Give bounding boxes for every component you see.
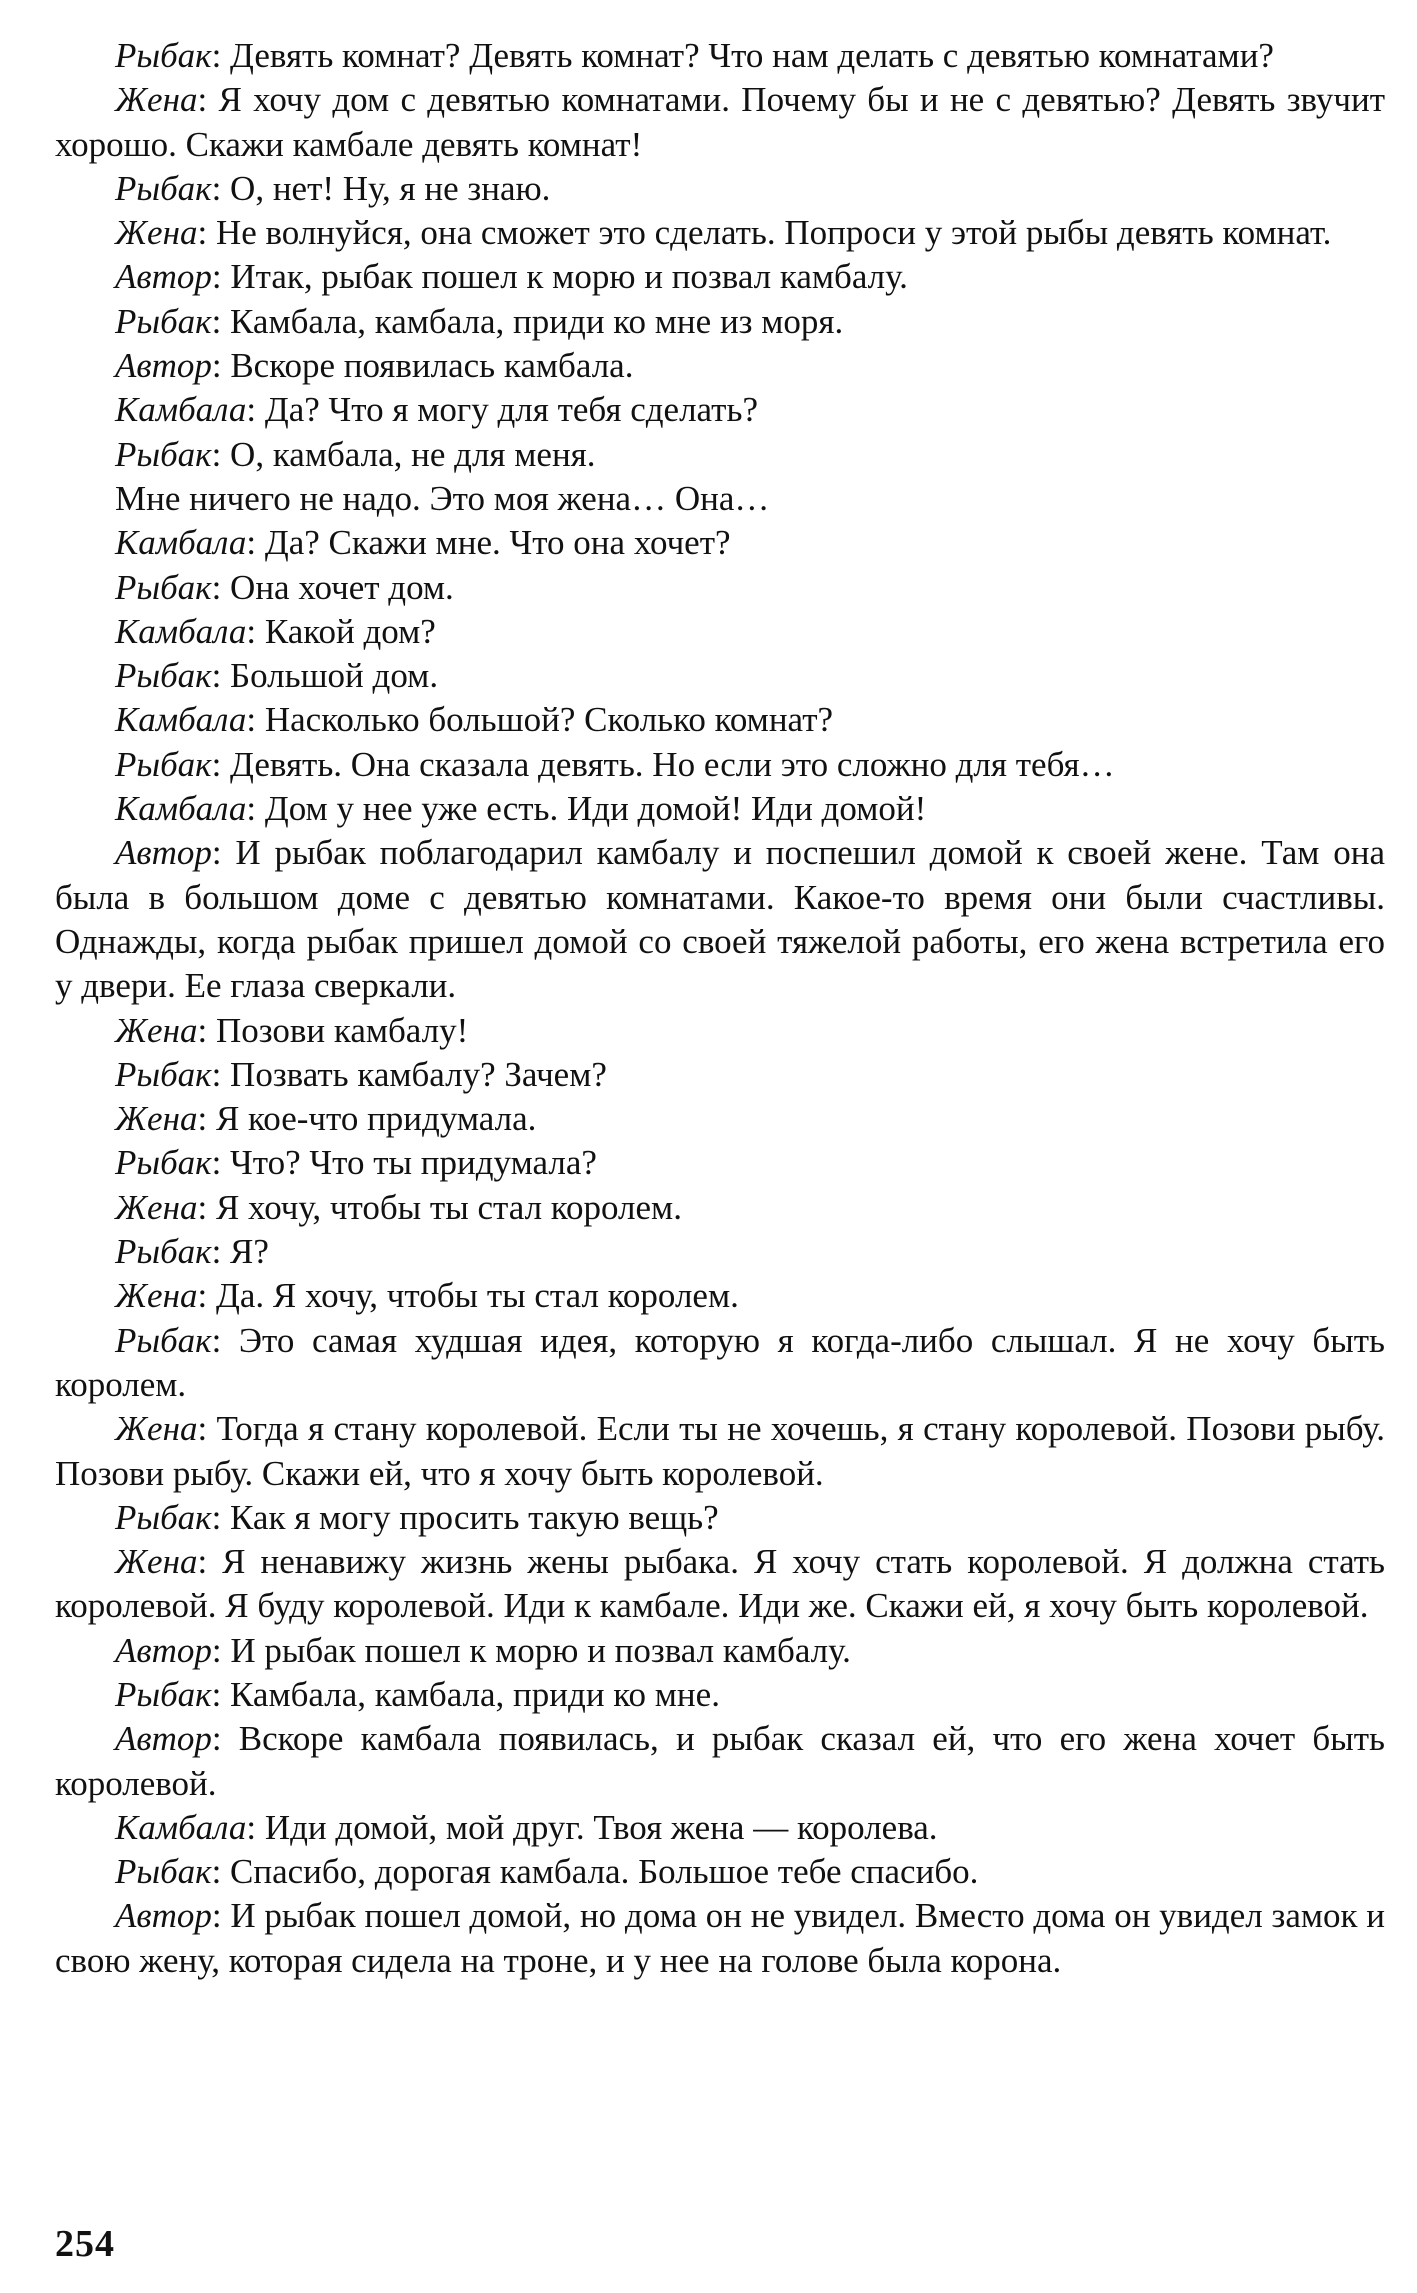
speaker-name: Жена (115, 1099, 198, 1139)
dialogue-paragraph (55, 34, 1385, 78)
dialogue-paragraph (55, 1009, 1385, 1053)
dialogue-text: : Я хочу дом с девятью комнатами. Почему бы и не с девятью? Девять звучит хорошо. Скажи камбале девять комнат! (55, 80, 1385, 164)
dialogue-text: : Да? Скажи мне. Что она хочет? (246, 523, 731, 563)
dialogue-text: : О, камбала, не для меня. (211, 434, 596, 474)
dialogue-text: : Вскоре появилась камбала. (211, 346, 634, 386)
dialogue-paragraph (55, 167, 1385, 211)
dialogue-text: : Какой дом? (246, 611, 436, 651)
dialogue-text: : И рыбак поблагодарил камбалу и поспешил домой к своей жене. Там она была в большом доме с девятью комнатами. Какое-то время они были счастливы. Однажды, когда рыбак пришел домой со своей тяжелой работы, его жена встретила его у двери. Ее глаза сверкали. (55, 833, 1385, 1006)
dialogue-paragraph (55, 1806, 1385, 1850)
speaker-name: Жена (115, 1187, 198, 1227)
speaker-name: Жена (115, 1276, 198, 1316)
dialogue-paragraph (55, 521, 1385, 565)
dialogue-text: : Это самая худшая идея, которую я когда-либо слышал. Я не хочу быть королем. (55, 1320, 1385, 1404)
dialogue-paragraph (55, 1407, 1385, 1496)
dialogue-paragraph (55, 1319, 1385, 1408)
dialogue-text: : Вскоре камбала появилась, и рыбак сказал ей, что его жена хочет быть королевой. (55, 1719, 1385, 1803)
dialogue-text: : Камбала, камбала, приди ко мне из моря. (211, 301, 844, 341)
speaker-name: Рыбак (115, 434, 212, 474)
speaker-name: Камбала (115, 789, 247, 829)
dialogue-paragraph (55, 78, 1385, 167)
dialogue-paragraph (55, 1141, 1385, 1185)
dialogue-text: : Позови камбалу! (197, 1010, 469, 1050)
speaker-name: Рыбак (115, 1143, 212, 1183)
dialogue-paragraph (55, 255, 1385, 299)
speaker-name: Рыбак (115, 168, 212, 208)
dialogue-text: : Большой дом. (211, 656, 439, 696)
dialogue-paragraph (55, 610, 1385, 654)
dialogue-text: : И рыбак пошел домой, но дома он не увидел. Вместо дома он увидел замок и свою жену, которая сидела на троне, и у нее на голове была корона. (55, 1896, 1385, 1980)
dialogue-paragraph (55, 787, 1385, 831)
dialogue-text: : Девять. Она сказала девять. Но если это сложно для тебя… (211, 744, 1115, 784)
dialogue-text: : Девять комнат? Девять комнат? Что нам делать с девятью комнатами? (211, 36, 1274, 75)
speaker-name: Рыбак (115, 1852, 212, 1892)
speaker-name: Жена (115, 213, 198, 253)
dialogue-text: : Спасибо, дорогая камбала. Большое тебе спасибо. (211, 1852, 979, 1892)
dialogue-paragraph (55, 831, 1385, 1008)
speaker-name: Автор (115, 1896, 212, 1936)
speaker-name: Рыбак (115, 1232, 212, 1272)
dialogue-text: : Дом у нее уже есть. Иди домой! Иди домой! (246, 789, 927, 829)
dialogue-text: Мне ничего не надо. Это моя жена… Она… (115, 478, 770, 518)
dialogue-paragraph (55, 1097, 1385, 1141)
speaker-name: Камбала (115, 390, 247, 430)
speaker-name: Рыбак (115, 567, 212, 607)
speaker-name: Автор (115, 1719, 212, 1759)
dialogue-text: : Итак, рыбак пошел к морю и позвал камбалу. (211, 257, 908, 297)
speaker-name: Рыбак (115, 656, 212, 696)
book-page-text (55, 34, 1385, 1983)
dialogue-paragraph (55, 344, 1385, 388)
dialogue-paragraph (55, 1894, 1385, 1983)
dialogue-paragraph (55, 433, 1385, 477)
speaker-name: Камбала (115, 611, 247, 651)
dialogue-paragraph (55, 300, 1385, 344)
dialogue-text: : Насколько большой? Сколько комнат? (246, 700, 834, 740)
dialogue-paragraph (55, 566, 1385, 610)
speaker-name: Рыбак (115, 744, 212, 784)
speaker-name: Автор (115, 257, 212, 297)
dialogue-paragraph (55, 1850, 1385, 1894)
dialogue-text: : Как я могу просить такую вещь? (211, 1497, 719, 1537)
dialogue-paragraph (55, 1186, 1385, 1230)
speaker-name: Жена (115, 80, 198, 120)
dialogue-paragraph (55, 743, 1385, 787)
dialogue-paragraph (55, 698, 1385, 742)
dialogue-paragraph (55, 211, 1385, 255)
dialogue-paragraph (55, 1496, 1385, 1540)
dialogue-text: : Тогда я стану королевой. Если ты не хочешь, я стану королевой. Позови рыбу. Позови рыбу. Скажи ей, что я хочу быть королевой. (55, 1409, 1385, 1493)
dialogue-text: : Я хочу, чтобы ты стал королем. (197, 1187, 682, 1227)
speaker-name: Рыбак (115, 1497, 212, 1537)
dialogue-paragraph (55, 1274, 1385, 1318)
speaker-name: Рыбак (115, 1054, 212, 1094)
dialogue-text: : Позвать камбалу? Зачем? (211, 1054, 607, 1094)
dialogue-paragraph (55, 654, 1385, 698)
dialogue-text: : И рыбак пошел к морю и позвал камбалу. (211, 1630, 851, 1670)
speaker-name: Рыбак (115, 1674, 212, 1714)
dialogue-text: : Иди домой, мой друг. Твоя жена — королева. (246, 1807, 938, 1847)
speaker-name: Рыбак (115, 301, 212, 341)
speaker-name: Камбала (115, 1807, 247, 1847)
speaker-name: Жена (115, 1542, 198, 1582)
page-number: 254 (55, 2223, 115, 2265)
speaker-name: Рыбак (115, 36, 212, 75)
dialogue-paragraph (55, 1540, 1385, 1629)
dialogue-paragraph (55, 477, 1385, 521)
dialogue-text: : Что? Что ты придумала? (211, 1143, 597, 1183)
dialogue-text: : Камбала, камбала, приди ко мне. (211, 1674, 720, 1714)
speaker-name: Жена (115, 1409, 198, 1449)
dialogue-text: : Я? (211, 1232, 269, 1272)
speaker-name: Камбала (115, 700, 247, 740)
dialogue-text: : Да? Что я могу для тебя сделать? (246, 390, 758, 430)
speaker-name: Автор (115, 346, 212, 386)
dialogue-paragraph (55, 1717, 1385, 1806)
dialogue-paragraph (55, 388, 1385, 432)
dialogue-text: : Она хочет дом. (211, 567, 454, 607)
speaker-name: Жена (115, 1010, 198, 1050)
dialogue-paragraph (55, 1230, 1385, 1274)
dialogue-paragraph (55, 1053, 1385, 1097)
dialogue-text: : Да. Я хочу, чтобы ты стал королем. (197, 1276, 739, 1316)
speaker-name: Рыбак (115, 1320, 212, 1360)
dialogue-text: : Я кое-что придумала. (197, 1099, 537, 1139)
dialogue-paragraph (55, 1629, 1385, 1673)
speaker-name: Автор (115, 833, 212, 873)
dialogue-text: : Я ненавижу жизнь жены рыбака. Я хочу стать королевой. Я должна стать королевой. Я буду королевой. Иди к камбале. Иди же. Скажи ей, я хочу быть королевой. (55, 1542, 1385, 1626)
dialogue-paragraph (55, 1673, 1385, 1717)
speaker-name: Камбала (115, 523, 247, 563)
dialogue-text: : Не волнуйся, она сможет это сделать. Попроси у этой рыбы девять комнат. (197, 213, 1332, 253)
speaker-name: Автор (115, 1630, 212, 1670)
dialogue-text: : О, нет! Ну, я не знаю. (211, 168, 551, 208)
